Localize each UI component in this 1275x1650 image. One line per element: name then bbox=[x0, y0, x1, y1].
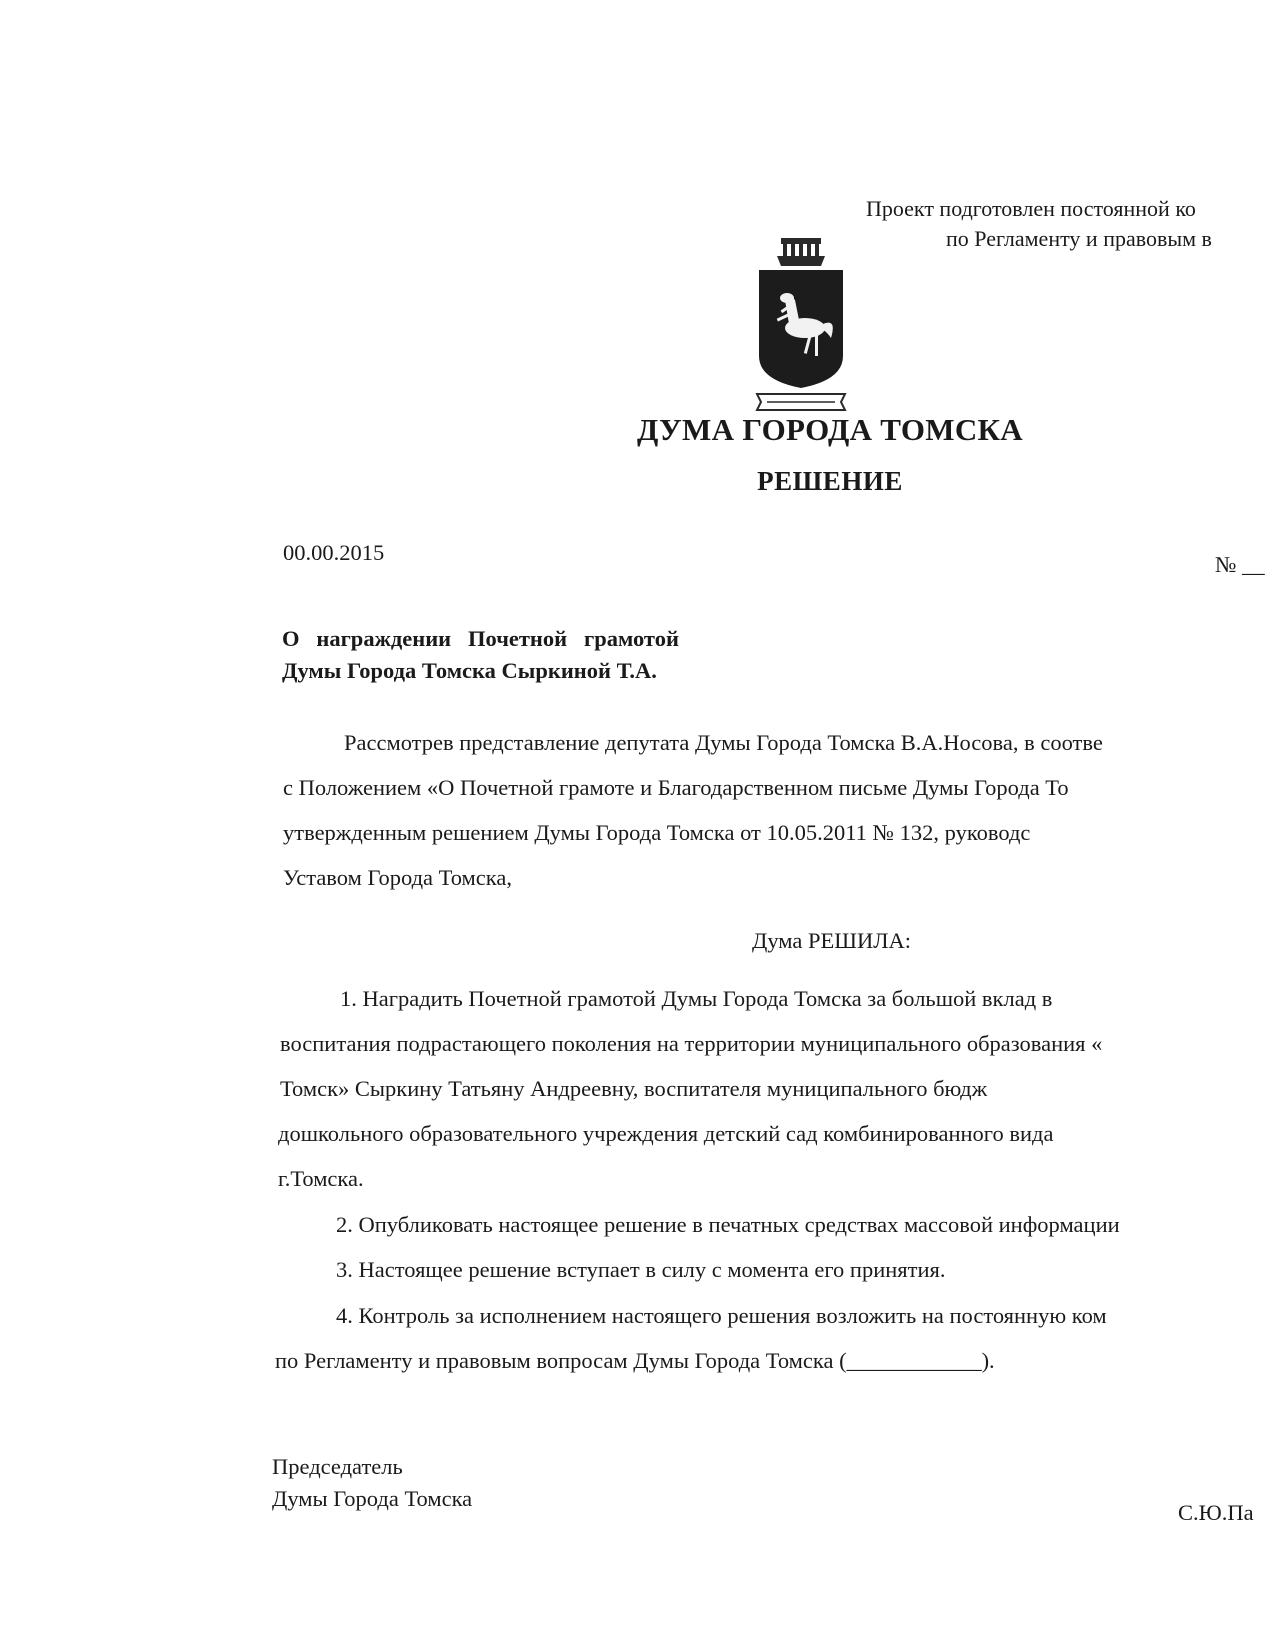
item-4-line-2: по Регламенту и правовым вопросам Думы Города Томска (____________). bbox=[275, 1348, 995, 1373]
item-1-line: дошкольного образовательного учреждения детский сад комбинированного вида bbox=[278, 1121, 1054, 1146]
preamble-line: Уставом Города Томска, bbox=[283, 865, 512, 890]
preamble-line: Рассмотрев представление депутата Думы Города Томска В.А.Носова, в соотве bbox=[344, 730, 1103, 755]
item-3: 3. Настоящее решение вступает в силу с момента его принятия. bbox=[336, 1257, 946, 1282]
preamble-line: утвержденным решением Думы Города Томска от 10.05.2011 № 132, руководс bbox=[283, 820, 1031, 845]
resolution-heading: Дума РЕШИЛА: bbox=[752, 928, 911, 953]
document-date: 00.00.2015 bbox=[283, 540, 385, 565]
item-4-line-1: 4. Контроль за исполнением настоящего решения возложить на постоянную ком bbox=[336, 1303, 1107, 1328]
organization-title: ДУМА ГОРОДА ТОМСКА bbox=[637, 412, 1023, 447]
signatory-position-line-2: Думы Города Томска bbox=[272, 1486, 473, 1511]
item-1-line: воспитания подрастающего поколения на территории муниципального образования « bbox=[280, 1031, 1103, 1056]
item-1-line: 1. Наградить Почетной грамотой Думы Города Томска за большой вклад в bbox=[340, 986, 1053, 1011]
item-1-line: г.Томска. bbox=[278, 1166, 364, 1191]
item-2: 2. Опубликовать настоящее решение в печатных средствах массовой информации bbox=[336, 1212, 1120, 1237]
item-1-line: Томск» Сыркину Татьяну Андреевну, воспитателя муниципального бюдж bbox=[280, 1076, 988, 1101]
crown-icon bbox=[777, 238, 825, 266]
subject-line-2: Думы Города Томска Сыркиной Т.А. bbox=[282, 658, 657, 683]
subject-line-1: О награждении Почетной грамотой bbox=[282, 626, 679, 651]
signatory-name: С.Ю.Па bbox=[1178, 1500, 1254, 1525]
document-number: № __ bbox=[1215, 552, 1265, 577]
tomsk-coat-of-arms-icon bbox=[755, 238, 847, 414]
document-type: РЕШЕНИЕ bbox=[757, 466, 903, 496]
preamble-line: с Положением «О Почетной грамоте и Благодарственном письме Думы Города То bbox=[283, 775, 1069, 800]
signatory-position-line-1: Председатель bbox=[272, 1454, 403, 1479]
prepared-by-line-2: по Регламенту и правовым в bbox=[946, 226, 1212, 251]
prepared-by-line-1: Проект подготовлен постоянной ко bbox=[866, 196, 1196, 221]
